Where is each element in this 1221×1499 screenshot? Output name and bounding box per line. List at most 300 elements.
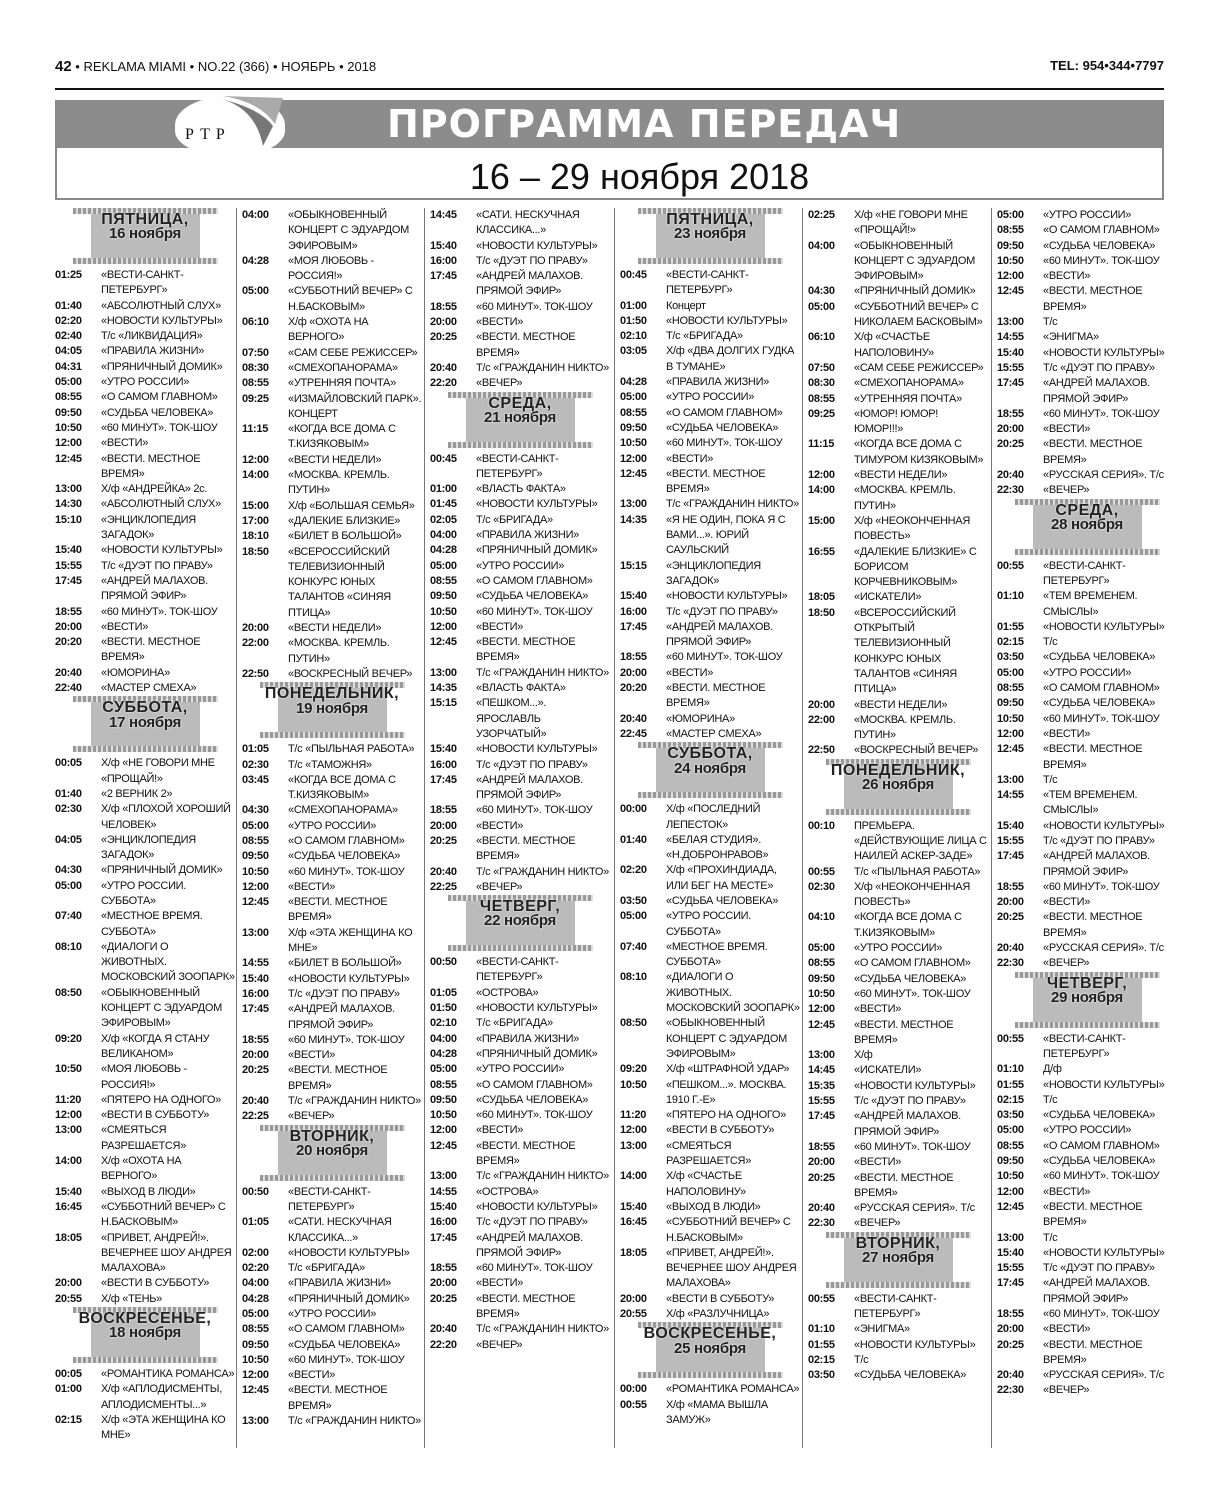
program-row — [620, 1169, 800, 1200]
program-title: «ВЫХОД В ЛЮДИ» — [101, 1185, 196, 1198]
program-row — [620, 712, 800, 727]
program-time: 05:00 — [55, 879, 82, 892]
program-title: «ИСКАТЕЛИ» — [854, 1064, 922, 1077]
program-title: «ОБЫКНОВЕННЫЙ КОНЦЕРТ С ЭДУАРДОМ ЭФИРОВЫМ» — [101, 986, 222, 1030]
program-title: «ВЕЧЕР» — [476, 880, 523, 893]
program-title: «ВСЕРОССИЙСКИЙ ТЕЛЕВИЗИОННЫЙ КОНКУРС ЮНЫХ ТАЛАНТОВ «СИНЯЯ ПТИЦА» — [288, 545, 391, 619]
program-time: 08:10 — [55, 940, 82, 953]
program-time: 20:20 — [55, 636, 82, 649]
program-row — [55, 1032, 235, 1063]
day-name: ПОНЕДЕЛЬНИК, — [830, 761, 966, 779]
program-row — [55, 1108, 235, 1123]
program-time: 00:05 — [55, 1368, 82, 1380]
program-title: «ВЫХОД В ЛЮДИ» — [666, 1200, 761, 1213]
program-time: 20:25 — [997, 911, 1024, 924]
program-title: «60 МИНУТ». ТОК-ШОУ — [1043, 1170, 1160, 1183]
program-title: Т/с «БРИГАДА» — [666, 330, 743, 343]
program-title: «РУССКАЯ СЕРИЯ». Т/с — [1043, 942, 1164, 955]
day-header — [250, 682, 415, 738]
program-title: Т/с «ДУЭТ ПО ПРАВУ» — [1043, 1262, 1155, 1275]
program-time: 14:00 — [620, 1170, 647, 1183]
program-title: «ВЕСТИ-САНКТ-ПЕТЕРБУРГ» — [1043, 559, 1126, 587]
program-time: 17:45 — [808, 1110, 835, 1123]
program-title: «НОВОСТИ КУЛЬТУРЫ» — [1043, 1078, 1165, 1091]
program-row — [997, 956, 1177, 971]
program-row — [997, 849, 1177, 880]
day-name: СУББОТА, — [667, 745, 753, 763]
program-time: 04:00 — [430, 529, 457, 542]
program-row — [242, 895, 422, 926]
program-row — [242, 849, 422, 864]
program-title: «60 МИНУТ». ТОК-ШОУ — [1043, 254, 1160, 267]
program-title: «СУББОТНИЙ ВЕЧЕР» С НИКОЛАЕМ БАСКОВЫМ» — [854, 300, 983, 329]
program-row — [620, 314, 800, 329]
program-row — [620, 390, 800, 405]
program-time: 02:25 — [808, 209, 835, 221]
program-title: Т/с «ГРАЖДАНИН НИКТО» — [476, 1323, 609, 1336]
program-row — [430, 1200, 610, 1215]
program-title: Т/с «ГРАЖДАНИН НИКТО» — [476, 361, 609, 374]
program-time: 15:10 — [55, 513, 82, 526]
program-title: «НОВОСТИ КУЛЬТУРЫ» — [476, 743, 598, 756]
program-row — [242, 1307, 422, 1322]
program-time: 05:00 — [430, 559, 457, 572]
program-title: «ВЕСТИ» — [1043, 1323, 1091, 1336]
program-title: «ВЕЧЕР» — [1043, 1384, 1090, 1397]
program-time: 10:50 — [55, 421, 82, 434]
program-time: 20:40 — [430, 1323, 457, 1336]
program-title: «ВЕСТИ В СУББОТУ» — [666, 1124, 775, 1137]
program-time: 13:00 — [997, 316, 1024, 329]
program-row — [430, 1001, 610, 1016]
program-time: 20:25 — [430, 1292, 457, 1305]
program-time: 20:00 — [55, 1277, 82, 1290]
program-title: Х/ф «АНДРЕЙКА» 2с. — [101, 483, 208, 496]
program-time: 10:50 — [808, 987, 835, 1000]
program-time: 12:00 — [620, 1124, 647, 1137]
program-time: 06:10 — [242, 316, 269, 329]
program-row — [997, 483, 1177, 498]
program-time: 18:05 — [620, 1246, 647, 1259]
program-time: 15:40 — [997, 1246, 1024, 1259]
program-title: «60 МИНУТ». ТОК-ШОУ — [1043, 712, 1160, 725]
program-row — [430, 1276, 610, 1291]
program-row — [808, 239, 988, 285]
program-title: «БИЛЕТ В БОЛЬШОЙ» — [288, 530, 402, 543]
column-divider — [236, 208, 237, 1448]
program-row — [808, 987, 988, 1002]
program-row — [997, 422, 1177, 437]
program-time: 02:15 — [997, 1093, 1024, 1106]
program-time: 18:55 — [242, 1033, 269, 1046]
program-title: «ОСТРОВА» — [476, 1185, 539, 1198]
program-title: «ОБЫКНОВЕННЫЙ КОНЦЕРТ С ЭДУАРДОМ ЭФИРОВЫМ» — [666, 1017, 787, 1060]
program-row — [242, 468, 422, 499]
program-time: 12:00 — [242, 1369, 269, 1382]
program-title: «САМ СЕБЕ РЕЖИССЕР» — [854, 361, 984, 374]
program-title: «НОВОСТИ КУЛЬТУРЫ» — [288, 1246, 410, 1259]
program-row — [55, 833, 235, 864]
program-time: 04:00 — [808, 239, 835, 252]
program-title: «60 МИНУТ». ТОК-ШОУ — [1043, 1308, 1160, 1320]
program-row — [430, 300, 610, 315]
program-title: «ИЗМАЙЛОВСКИЙ ПАРК». КОНЦЕРТ — [288, 392, 422, 420]
program-title: «МОСКВА. КРЕМЛЬ. ПУТИН» — [288, 469, 390, 497]
film-strip-decoration — [638, 1372, 783, 1378]
program-time: 13:00 — [55, 1124, 82, 1137]
program-row — [430, 1215, 610, 1230]
program-row — [242, 667, 422, 682]
program-row — [242, 208, 422, 254]
program-time: 02:15 — [997, 636, 1024, 649]
program-row — [997, 269, 1177, 284]
program-row — [997, 1078, 1177, 1093]
program-time: 02:15 — [55, 1413, 82, 1426]
program-time: 14:35 — [620, 513, 647, 526]
program-row — [808, 208, 988, 239]
program-time: 08:55 — [242, 834, 269, 847]
program-time: 15:40 — [430, 743, 457, 756]
program-time: 20:25 — [997, 1338, 1024, 1351]
program-row — [808, 956, 988, 971]
program-row — [997, 1261, 1177, 1276]
program-title: «НОВОСТИ КУЛЬТУРЫ» — [1043, 819, 1165, 832]
program-time: 01:50 — [430, 1002, 457, 1015]
program-row — [242, 926, 422, 957]
program-row — [242, 956, 422, 971]
program-row — [808, 1155, 988, 1170]
program-title: Т/с «ТАМОЖНЯ» — [288, 758, 372, 771]
program-time: 15:40 — [55, 544, 82, 557]
program-time: 17:45 — [55, 574, 82, 587]
program-title: «ВЕСТИ В СУББОТУ» — [101, 1109, 210, 1122]
program-time: 20:00 — [620, 1292, 647, 1305]
program-row — [430, 574, 610, 589]
program-row — [430, 361, 610, 376]
program-row — [55, 406, 235, 421]
program-row — [808, 1292, 988, 1323]
program-row — [620, 299, 800, 314]
program-row — [808, 1140, 988, 1155]
program-time: 20:25 — [808, 1171, 835, 1184]
program-row — [808, 483, 988, 514]
program-row — [55, 574, 235, 605]
program-row — [620, 1016, 800, 1062]
program-row — [242, 422, 422, 453]
program-time: 13:00 — [620, 498, 647, 511]
program-row — [997, 1307, 1177, 1322]
program-row — [430, 880, 610, 895]
program-time: 14:55 — [242, 957, 269, 970]
program-row — [242, 1261, 422, 1276]
program-time: 18:55 — [430, 1262, 457, 1275]
program-row — [55, 559, 235, 574]
program-time: 00:55 — [808, 1292, 835, 1305]
program-row — [620, 513, 800, 559]
program-row — [242, 315, 422, 346]
program-time: 14:45 — [808, 1064, 835, 1077]
program-title: «ПЕШКОМ...». МОСКВА. 1910 Г.-Е» — [666, 1078, 787, 1106]
program-time: 15:15 — [430, 697, 457, 710]
program-title: «ПРЯНИЧНЫЙ ДОМИК» — [101, 360, 223, 373]
program-time: 14:55 — [430, 1185, 457, 1198]
program-title: «ВЕСТИ В СУББОТУ» — [101, 1277, 210, 1290]
program-title: «НОВОСТИ КУЛЬТУРЫ» — [666, 314, 788, 327]
film-strip-decoration — [638, 792, 783, 798]
program-time: 08:55 — [242, 377, 269, 390]
program-title: «ЮМОР! ЮМОР! ЮМОР!!!» — [854, 407, 939, 436]
program-row — [430, 528, 610, 543]
program-title: «ВЕСТИ НЕДЕЛИ» — [288, 453, 382, 466]
film-strip-decoration — [260, 1175, 405, 1181]
program-time: 17:45 — [997, 1277, 1024, 1290]
program-title: «ВЕСТИ» — [476, 316, 524, 329]
program-title: «СУДЬБА ЧЕЛОВЕКА» — [476, 1093, 589, 1106]
program-time: 07:50 — [242, 346, 269, 359]
program-title: «ВЕСТИ» — [101, 437, 149, 450]
day-name: ВТОРНИК, — [289, 1127, 375, 1145]
program-row — [808, 1048, 988, 1063]
program-title: Т/с «ГРАЖДАНИН НИКТО» — [476, 865, 609, 878]
program-time: 09:50 — [808, 972, 835, 985]
program-title: «НОВОСТИ КУЛЬТУРЫ» — [854, 1079, 976, 1092]
program-row — [997, 1032, 1177, 1063]
program-time: 20:00 — [55, 620, 82, 633]
program-time: 08:55 — [997, 682, 1024, 695]
program-row — [242, 773, 422, 804]
program-title: «НОВОСТИ КУЛЬТУРЫ» — [101, 544, 223, 557]
program-title: Т/с «ДУЭТ ПО ПРАВУ» — [288, 987, 400, 1000]
program-title: «О САМОМ ГЛАВНОМ» — [101, 391, 218, 404]
program-row — [55, 756, 235, 787]
program-time: 01:40 — [55, 299, 82, 312]
day-name: ЧЕТВЕРГ, — [1046, 974, 1128, 992]
program-row — [620, 497, 800, 512]
program-row — [997, 941, 1177, 956]
program-time: 15:55 — [55, 559, 82, 572]
program-time: 09:50 — [242, 1338, 269, 1351]
program-row — [430, 865, 610, 880]
program-time: 18:55 — [997, 407, 1024, 420]
program-time: 20:40 — [997, 469, 1024, 482]
program-time: 20:40 — [808, 1202, 835, 1215]
program-time: 15:55 — [808, 1095, 835, 1108]
program-title: «ВЕСТИ» — [288, 1369, 336, 1382]
program-title: «ПРИВЕТ, АНДРЕЙ!». ВЕЧЕРНЕЕ ШОУ АНДРЕЯ МАЛАХОВА» — [666, 1246, 797, 1290]
program-time: 06:10 — [808, 331, 835, 344]
program-time: 11:20 — [620, 1109, 647, 1122]
program-row — [620, 436, 800, 451]
program-time: 15:35 — [808, 1079, 835, 1092]
program-row — [430, 559, 610, 574]
program-title: «ПРАВИЛА ЖИЗНИ» — [288, 1277, 391, 1290]
program-row — [620, 452, 800, 467]
program-time: 01:00 — [55, 1383, 82, 1396]
program-row — [997, 880, 1177, 895]
program-row — [55, 421, 235, 436]
program-title: «ОБЫКНОВЕННЫЙ КОНЦЕРТ С ЭДУАРДОМ ЭФИРОВЫМ» — [854, 239, 975, 283]
program-time: 12:00 — [242, 453, 269, 466]
program-title: «НОВОСТИ КУЛЬТУРЫ» — [666, 590, 788, 603]
program-title: «АНДРЕЙ МАЛАХОВ. ПРЯМОЙ ЭФИР» — [666, 620, 773, 649]
program-title: «60 МИНУТ». ТОК-ШОУ — [101, 421, 218, 434]
day-header — [63, 208, 228, 264]
film-strip-decoration — [448, 945, 593, 951]
program-title: Т/с — [854, 1353, 869, 1366]
program-time: 04:28 — [242, 254, 269, 267]
program-title: «ВЕСТИ-САНКТ-ПЕТЕРБУРГ» — [476, 956, 559, 984]
program-row — [242, 972, 422, 987]
program-title: «СУДЬБА ЧЕЛОВЕКА» — [666, 421, 779, 434]
program-title: «ВОСКРЕСНЫЙ ВЕЧЕР» — [288, 667, 413, 680]
program-title: Х/ф «ПОСЛЕДНИЙ ЛЕПЕСТОК» — [666, 803, 761, 831]
program-time: 18:10 — [242, 530, 269, 543]
program-time: 18:55 — [55, 605, 82, 618]
program-row — [620, 1307, 800, 1322]
program-time: 01:00 — [430, 483, 457, 496]
program-title: «НОВОСТИ КУЛЬТУРЫ» — [476, 239, 598, 252]
program-time: 12:00 — [430, 1124, 457, 1137]
program-time: 09:50 — [997, 1155, 1024, 1168]
program-title: «УТРЕННЯЯ ПОЧТА» — [288, 377, 396, 390]
program-row — [430, 1139, 610, 1170]
program-row — [620, 1382, 800, 1397]
program-title: «НОВОСТИ КУЛЬТУРЫ» — [1043, 346, 1165, 359]
program-row — [430, 513, 610, 528]
program-title: «МЕСТНОЕ ВРЕМЯ. СУББОТА» — [666, 940, 768, 969]
program-time: 04:30 — [242, 804, 269, 817]
program-title: «ВЕСТИ. МЕСТНОЕ ВРЕМЯ» — [101, 636, 201, 664]
program-row — [55, 543, 235, 558]
program-title: «ВЕСТИ-САНКТ-ПЕТЕРБУРГ» — [1043, 1032, 1126, 1060]
program-row — [55, 452, 235, 483]
program-time: 15:00 — [808, 514, 835, 527]
program-time: 10:50 — [430, 1109, 457, 1122]
program-time: 12:00 — [55, 1109, 82, 1122]
program-row — [620, 1200, 800, 1215]
program-title: «60 МИНУТ». ТОК-ШОУ — [476, 804, 593, 817]
program-time: 00:00 — [620, 803, 647, 816]
column-divider — [424, 208, 425, 1448]
program-title: «АНДРЕЙ МАЛАХОВ. ПРЯМОЙ ЭФИР» — [476, 270, 583, 298]
program-time: 08:50 — [620, 1017, 647, 1030]
program-title: «МОСКВА. КРЕМЛЬ. ПУТИН» — [288, 637, 390, 665]
program-title: «ВЕСТИ» — [854, 1003, 902, 1016]
program-row — [620, 421, 800, 436]
program-title: «АНДРЕЙ МАЛАХОВ. ПРЯМОЙ ЭФИР» — [854, 1110, 961, 1138]
program-title: «КОГДА ВСЕ ДОМА С ТИМУРОМ КИЗЯКОВЫМ» — [854, 438, 984, 466]
program-row — [430, 1292, 610, 1323]
program-title: «ВЕСТИ. МЕСТНОЕ ВРЕМЯ» — [1043, 911, 1143, 939]
program-title: «ВЕСТИ-САНКТ-ПЕТЕРБУРГ» — [288, 1185, 371, 1213]
day-name: ВОСКРЕСЕНЬЕ, — [643, 1325, 777, 1343]
program-time: 12:00 — [430, 620, 457, 633]
program-row — [808, 713, 988, 744]
program-title: «НОВОСТИ КУЛЬТУРЫ» — [1043, 1246, 1165, 1259]
program-time: 01:05 — [430, 986, 457, 999]
program-time: 12:00 — [55, 437, 82, 450]
program-title: «ВЕСТИ» — [1043, 896, 1091, 909]
program-title: «СУДЬБА ЧЕЛОВЕКА» — [288, 1338, 401, 1351]
program-title: «СМЕХОПАНОРАМА» — [288, 361, 398, 374]
program-row — [242, 1109, 422, 1124]
program-time: 07:50 — [808, 361, 835, 374]
program-time: 00:45 — [430, 452, 457, 465]
program-title: «О САМОМ ГЛАВНОМ» — [666, 406, 783, 419]
program-title: Х/ф «МАМА ВЫШЛА ЗАМУЖ» — [666, 1398, 768, 1426]
program-row — [242, 987, 422, 1002]
program-row — [430, 1078, 610, 1093]
program-row — [808, 590, 988, 605]
program-title: «МОСКВА. КРЕМЛЬ. ПУТИН» — [854, 484, 956, 512]
program-time: 04:10 — [808, 911, 835, 924]
program-row — [242, 1215, 422, 1246]
program-row — [808, 545, 988, 591]
program-time: 12:45 — [430, 636, 457, 649]
program-title: «ЮМОРИНА» — [101, 666, 170, 679]
program-time: 02:20 — [620, 864, 647, 877]
program-row — [997, 1139, 1177, 1154]
program-title: Т/с — [1043, 1093, 1058, 1106]
program-time: 20:25 — [242, 1064, 269, 1077]
program-time: 04:05 — [55, 833, 82, 846]
program-time: 15:15 — [620, 559, 647, 572]
program-title: «УТРЕННЯЯ ПОЧТА» — [854, 392, 962, 405]
program-title: «СМЕЯТЬСЯ РАЗРЕШАЕТСЯ» — [666, 1139, 752, 1168]
film-strip-decoration — [826, 809, 971, 815]
program-row — [620, 940, 800, 971]
program-title: Х/ф «НЕ ГОВОРИ МНЕ «ПРОЩАЙ!» — [101, 757, 215, 785]
program-row — [997, 1200, 1177, 1231]
program-title: «СУДЬБА ЧЕЛОВЕКА» — [101, 406, 214, 419]
program-title: «О САМОМ ГЛАВНОМ» — [476, 574, 593, 587]
program-time: 04:28 — [242, 1292, 269, 1305]
program-time: 08:10 — [620, 971, 647, 984]
program-time: 02:10 — [430, 1017, 457, 1030]
program-row — [620, 1139, 800, 1170]
program-time: 20:40 — [242, 1095, 269, 1108]
program-time: 08:55 — [55, 391, 82, 404]
program-row — [997, 1062, 1177, 1077]
program-time: 04:28 — [430, 1047, 457, 1060]
program-time: 20:00 — [620, 666, 647, 679]
program-row — [55, 299, 235, 314]
program-time: 20:40 — [997, 1369, 1024, 1382]
program-title: «2 ВЕРНИК 2» — [101, 787, 173, 800]
program-row — [620, 1215, 800, 1246]
program-title: «ВЕСТИ-САНКТ-ПЕТЕРБУРГ» — [476, 452, 559, 480]
program-title: «60 МИНУТ». ТОК-ШОУ — [666, 437, 783, 450]
day-date: 22 ноября — [484, 912, 556, 930]
program-title: «О САМОМ ГЛАВНОМ» — [1043, 224, 1160, 237]
program-row — [808, 330, 988, 361]
program-title: «УТРО РОССИИ» — [666, 391, 755, 404]
program-time: 00:10 — [808, 819, 835, 832]
program-row — [808, 910, 988, 941]
program-title: «ВЕСТИ-САНКТ-ПЕТЕРБУРГ» — [854, 1292, 937, 1320]
program-title: «О САМОМ ГЛАВНОМ» — [476, 1078, 593, 1091]
program-title: «НОВОСТИ КУЛЬТУРЫ» — [854, 1338, 976, 1351]
program-title: «ЭНЦИКЛОПЕДИЯ ЗАГАДОК» — [101, 833, 196, 862]
program-row — [242, 865, 422, 880]
program-row — [620, 833, 800, 864]
program-title: «ВЕЧЕР» — [476, 1338, 523, 1351]
program-time: 03:50 — [620, 894, 647, 907]
program-time: 08:30 — [242, 361, 269, 374]
program-time: 05:00 — [55, 376, 82, 389]
program-time: 22:20 — [430, 1338, 457, 1351]
program-title: «60 МИНУТ». ТОК-ШОУ — [288, 1353, 405, 1366]
